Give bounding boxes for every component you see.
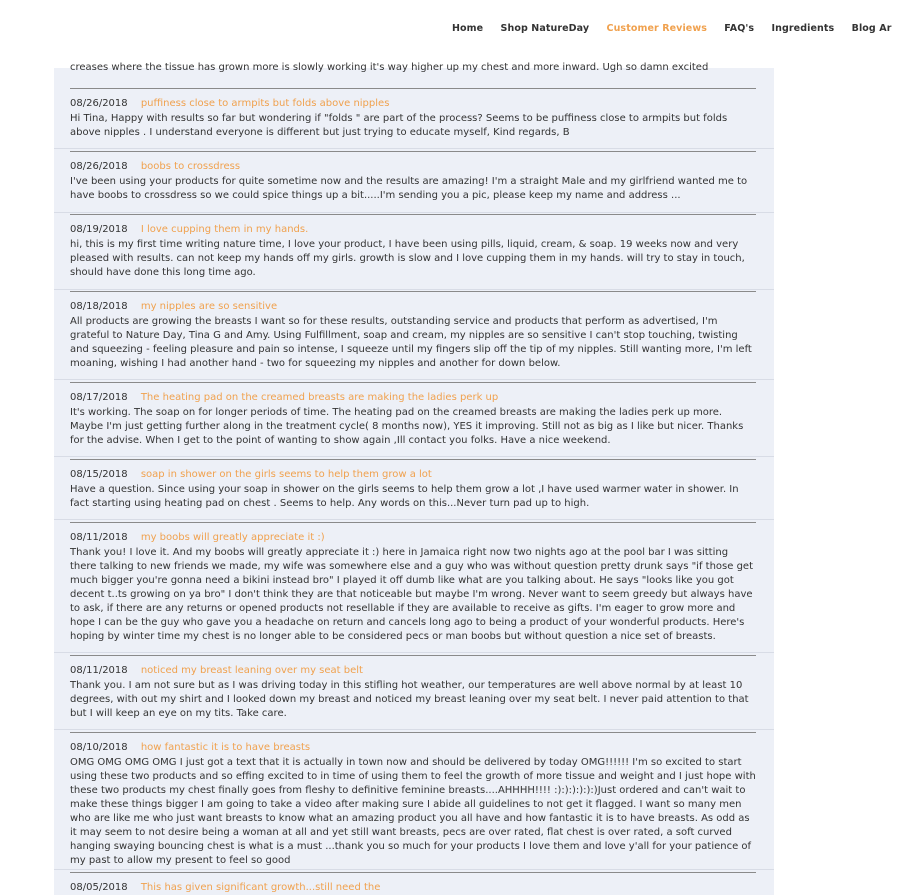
review-title[interactable]: noticed my breast leaning over my seat belt: [140, 665, 363, 676]
divider: [54, 148, 774, 149]
review-item: [70, 655, 756, 721]
review-title[interactable]: This has given significant growth...still need the: [140, 882, 381, 893]
review-date: 08/26/2018: [70, 98, 128, 109]
divider: [54, 869, 774, 870]
review-item: [70, 382, 756, 448]
top-navigation: [0, 0, 892, 60]
review-body: Thank you! I love it. And my boobs will greatly appreciate it :) here in Jamaica right now two nights ago at the pool bar I was sitting there talking to new friends we made, my wife was somewhere else and a guy who was without question pretty drunk says "if those get much bigger you're gonna need a bikini instead bro" I played it off dumb like what are you talking about. He says "looks like you got decent t..ts growing on ya bro" I don't think they are that noticeable but maybe I'm wrong. Never want to seem greedy but always have to ask, if there are any returns or opened products not resellable if they are available to receive as gifts. I'm eager to grow more and hope I can be the guy who gave you a headache on return and cancels long ago to being a product of your wonderful products. Here's hoping by winter time my chest is no longer able to be considered pecs or man boobs but without question a nice set of breasts.: [70, 547, 753, 642]
divider: [54, 289, 774, 290]
nav-menu: [452, 23, 905, 34]
review-date: 08/10/2018: [70, 742, 128, 753]
review-date: 08/18/2018: [70, 301, 128, 312]
review-date: 08/19/2018: [70, 224, 128, 235]
nav-item-home[interactable]: Home: [452, 23, 484, 34]
nav-item-shop[interactable]: Shop NatureDay: [500, 23, 590, 34]
review-item: [70, 214, 756, 280]
review-date: 08/05/2018: [70, 882, 128, 893]
review-item: [70, 291, 756, 371]
review-body: Hi Tina, Happy with results so far but wondering if "folds " are part of the process? Seems to be puffiness close to armpits but folds above nipples . I understand everyone is different but just trying to educate myself, Kind regards, B: [70, 113, 728, 138]
review-item: [70, 732, 756, 868]
review-body: It's working. The soap on for longer periods of time. The heating pad on the creamed breasts are making the ladies perk up more. Maybe I'm just getting further along in the treatment cycle( 8 months now), YES it improving. Still not as big as I like but nicer. Thanks for the advise. When I get to the point of wanting to show again ,Ill contact you folks. Have a nice weekend.: [70, 407, 744, 446]
review-item: [70, 88, 756, 140]
review-title[interactable]: puffiness close to armpits but folds above nipples: [140, 98, 390, 109]
divider: [54, 729, 774, 730]
review-body: I've been using your products for quite sometime now and the results are amazing! I'm a straight Male and my girlfriend wanted me to have boobs to crossdress so we could spice things up a bit.....I'm sending you a pic, please keep my name and address ...: [70, 176, 748, 201]
review-title[interactable]: soap in shower on the girls seems to help them grow a lot: [140, 469, 432, 480]
reviews-panel: [54, 62, 774, 895]
nav-item-customer-reviews[interactable]: Customer Reviews: [606, 23, 707, 34]
divider: [54, 519, 774, 520]
divider: [54, 212, 774, 213]
nav-item-blog[interactable]: Blog Ar: [851, 23, 892, 34]
review-date: 08/15/2018: [70, 469, 128, 480]
review-body-partial: creases where the tissue has grown more is slowly working it's way higher up my chest and more inward. Ugh so damn excited: [70, 62, 709, 73]
review-item: [70, 459, 756, 511]
divider: [54, 652, 774, 653]
review-title[interactable]: The heating pad on the creamed breasts are making the ladies perk up: [140, 392, 499, 403]
review-body: hi, this is my first time writing nature time, I love your product, I have been using pills, liquid, cream, & soap. 19 weeks now and very pleased with results. can not keep my hands off my girls. growth is slow and I love cupping them in my hands. will try to stay in touch, should have done this long time ago.: [70, 239, 745, 278]
review-date: 08/11/2018: [70, 665, 128, 676]
review-date: 08/26/2018: [70, 161, 128, 172]
review-title[interactable]: my boobs will greatly appreciate it :): [140, 532, 325, 543]
review-title[interactable]: boobs to crossdress: [140, 161, 241, 172]
review-item: [70, 872, 756, 896]
review-title[interactable]: I love cupping them in my hands.: [140, 224, 309, 235]
review-title[interactable]: my nipples are so sensitive: [140, 301, 278, 312]
review-date: 08/11/2018: [70, 532, 128, 543]
review-item: [70, 151, 756, 203]
review-body: Thank you. I am not sure but as I was driving today in this stifling hot weather, our temperatures are well above normal by at least 10 degrees, with out my shirt and I looked down my breast and noticed my breast leaning over my seat belt. I never paid attention to that but I will keep an eye on my tits. Take care.: [70, 680, 749, 719]
review-date: 08/17/2018: [70, 392, 128, 403]
review-item: [70, 522, 756, 644]
review-body: Have a question. Since using your soap in shower on the girls seems to help them grow a lot ,I have used warmer water in shower. In fact starting using heating pad on chest . Seems to help. Any words on this...Never turn pad up to high.: [70, 484, 739, 509]
nav-item-faqs[interactable]: FAQ's: [724, 23, 755, 34]
divider: [54, 456, 774, 457]
review-body: All products are growing the breasts I want so for these results, outstanding service and products that perform as advertised, I'm grateful to Nature Day, Tina G and Amy. Using Fulfillment, soap and cream, my nipples are so sensitive I can't stop touching, twisting and squeezing - feeling pleasure and pain so intense, I squeeze until my fingers slip off the tip of my nipples. Still wanting more, I'm left moaning, wishing I had another hand - two for squeezing my nipples and another for down below.: [70, 316, 752, 369]
review-body: OMG OMG OMG OMG I just got a text that it is actually in town now and should be delivered by today OMG!!!!!! I'm so excited to start using these two products and so effing excited to in time of using them to feel the growth of more tissue and weight and I just hope with these two products my chest finally goes from fleshy to definitive feminine breasts....AHHHH!!!! :):):):):):)Just ordered and can't wait to make these things bigger I am going to take a video after making sure I abide all guidelines to not get it flagged. I want so many men who are like me who just want breasts to know what an amazing product you all have and how fantastic it is to have breasts. As odd as it may seem to not desire being a woman at all and yet still want breasts, pecs are over rated, flat chest is over rated, a soft curved hanging swaying bouncing chest is what is a must ...thank you so much for your products I love them and love y'all for your patience of my past to allow my present to feel so good: [70, 757, 756, 866]
divider: [54, 379, 774, 380]
nav-item-ingredients[interactable]: Ingredients: [771, 23, 835, 34]
review-title[interactable]: how fantastic it is to have breasts: [140, 742, 311, 753]
